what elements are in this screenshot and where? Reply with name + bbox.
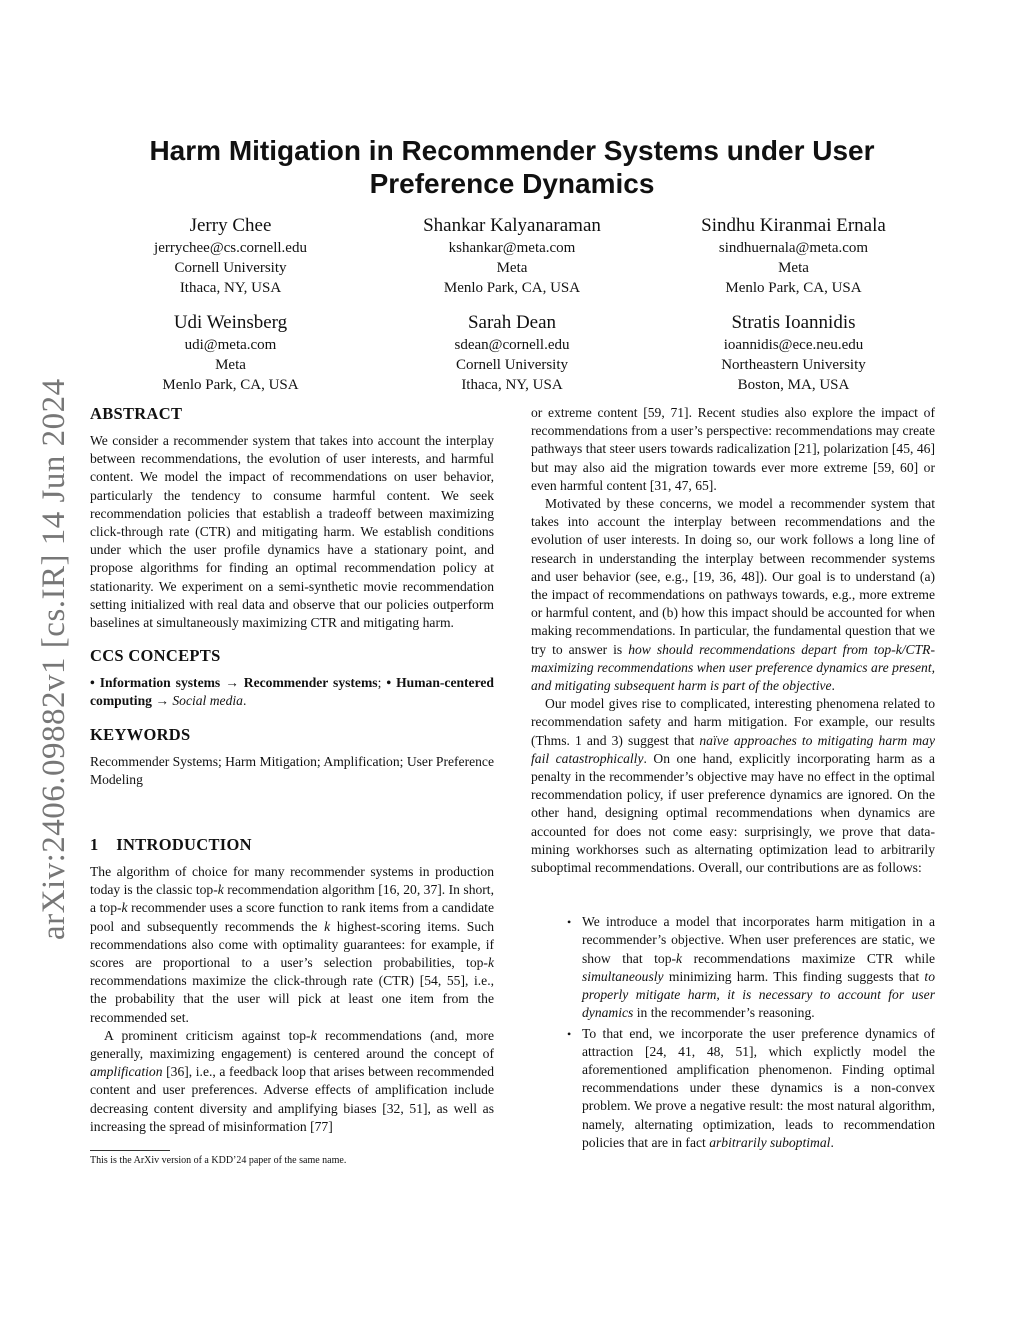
right-paragraph-3	[531, 695, 935, 877]
bullet-icon: •	[567, 1026, 572, 1041]
right-paragraph-2	[531, 495, 935, 695]
text-run: minimizing harm. This finding suggests that	[663, 968, 925, 984]
left-column	[90, 404, 494, 1167]
text-run: [36], i.e., a feedback loop that arises between recommended content and user preferences. Adverse effects of amplification include decreasing content diversity and amplifying biases [32, 51], as well as increasing the spread of misinformation [77]	[90, 1064, 494, 1134]
ccs-item-1b: Recommender systems	[243, 675, 378, 691]
text-run: recommendations maximize CTR while	[682, 950, 935, 966]
emphasis: simultaneously	[582, 968, 664, 984]
ccs-section	[90, 646, 494, 710]
math-k: k	[310, 1027, 317, 1043]
author-location: Ithaca, NY, USA	[179, 280, 282, 296]
author-row-1	[90, 213, 934, 298]
right-paragraph-1: or extreme content [59, 71]. Recent studies also explore the impact of recommendations from a user’s perspective: recommendations may create pathways that steer users towards radicalization [21], polarization [45, 46] but may also aid the migration towards ever more extreme [59, 60] or even harmful content [31, 47, 65].	[531, 405, 935, 493]
intro-paragraph-2	[90, 1027, 494, 1136]
text-run: recommender uses a score function to rank items from a candidate pool and subsequently recommends the	[90, 900, 494, 934]
ccs-item-2b: Social media	[172, 693, 243, 709]
author-affiliation: Meta	[778, 260, 809, 276]
right-column	[531, 404, 935, 1154]
author-affiliation: Northeastern University	[721, 357, 866, 373]
ccs-heading: CCS CONCEPTS	[90, 646, 221, 666]
keywords-text: Recommender Systems; Harm Mitigation; Amplification; User Preference Modeling	[90, 753, 494, 787]
author-name: Jerry Chee	[189, 215, 272, 236]
abstract-text: We consider a recommender system that takes into account the interplay between recommendations, the evolution of user interests, and harmful content. We model the impact of recommendations on user behavior, particularly the tendency to consume harmful content. We seek recommendation policies that establish a tradeoff between maximizing click-through rate (CTR) and mitigating harm. We establish conditions under which the user profile dynamics have a stationary point, and propose algorithms for finding an optimal recommendation policy at stationarity. We experiment on a semi-synthetic movie recommendation setting initialized with real data and observe that our policies outperform baselines at simultaneously maximizing CTR and mitigating harm.	[90, 433, 494, 631]
math-k: k	[487, 955, 494, 971]
text-run: . On one hand, explicitly incorporating harm as a penalty in the recommender’s objective may have no effect in the optimal recommendation policy, if user preference dynamics are ignored. On the other hand, designing optimal recommendations when dynamics are accounted for does not come easy: surprisingly, we prove that data-mining workhorses such as alternating optimization lead to arbitrarily suboptimal recommendations. Overall, our contributions are as follows:	[531, 750, 935, 876]
author-affiliation: Cornell University	[174, 260, 287, 276]
intro-paragraph-1	[90, 863, 494, 1027]
text-run: recommendation algorithm [16, 20, 37]. In short, a top-	[90, 882, 494, 916]
list-item	[531, 1025, 935, 1152]
introduction-heading: 1 INTRODUCTION	[90, 835, 252, 855]
list-item	[531, 913, 935, 1022]
text-run: Motivated by these concerns, we model a recommender system that takes into account the interplay between recommendations and the evolution of user interests. In doing so, our work follows a long line of research in understanding the interplay between recommender systems and user behavior (see, e.g., [19, 36, 48]). Our goal is to understand (a) the impact of recommendations on pathways towards, e.g., more extreme or harmful content, and (b) how this impact should be accounted for when making recommendations. In particular, the fundamental question that we try to answer is	[531, 496, 935, 657]
contributions-list	[531, 913, 935, 1152]
math-k: k	[324, 918, 331, 934]
author-email: udi@meta.com	[184, 337, 277, 353]
math-k: k	[121, 900, 128, 916]
math-k: k	[217, 882, 224, 898]
ccs-item-1: • Information systems	[90, 675, 221, 691]
author-email: jerrychee@cs.cornell.edu	[154, 240, 307, 256]
author-card	[372, 213, 653, 298]
emphasis: arbitrarily suboptimal	[709, 1134, 831, 1150]
author-name: Stratis Ioannidis	[731, 312, 856, 333]
ccs-separator: ;	[377, 675, 387, 691]
author-block	[90, 213, 934, 407]
text-run: To that end, we incorporate the user preference dynamics of attraction [24, 41, 48, 51], which explictly model the aforementioned amplification phenomenon. Finding optimal recommendations under these dynamics is a non-convex problem. We prove a negative result: the most natural algorithm, namely, alternating optimization, leads to recommendation policies that are in fact	[582, 1025, 935, 1150]
emphasis: naïve approaches to mitigating harm may fail catastrophically	[531, 732, 935, 766]
author-name: Sindhu Kiranmai Ernala	[701, 215, 886, 236]
author-name: Sarah Dean	[467, 312, 557, 333]
text-run: A prominent criticism against top-	[104, 1027, 311, 1043]
footnote: This is the ArXiv version of a KDD’24 paper of the same name.	[90, 1155, 347, 1167]
keywords-heading: KEYWORDS	[90, 724, 191, 744]
author-location: Menlo Park, CA, USA	[725, 280, 862, 296]
author-affiliation: Meta	[215, 357, 246, 373]
author-affiliation: Meta	[496, 260, 528, 276]
author-name: Shankar Kalyanaraman	[423, 215, 601, 236]
abstract-section	[90, 404, 494, 632]
abstract-heading: ABSTRACT	[90, 404, 183, 423]
author-email: kshankar@meta.com	[448, 240, 576, 256]
text-run: highest-scoring items. Such recommendations also come with optimality guarantees: for example, if scores are proportional to a user’s selection probabilities, top-	[90, 918, 494, 971]
arrow-icon: →	[225, 675, 239, 691]
author-card	[90, 213, 371, 298]
text-run: in the recommender’s reasoning.	[633, 1005, 815, 1021]
text-run: recommendations (and, more generally, maximizing engagement) is centered around the concept of	[90, 1027, 494, 1062]
author-affiliation: Cornell University	[455, 357, 569, 373]
text-run: recommendations maximize the click-through rate (CTR) [54, 55], i.e., the probability that the user will pick at least one item from the recommended set.	[90, 973, 494, 1025]
ccs-item-2: • Human-centered computing	[90, 675, 494, 709]
author-location: Menlo Park, CA, USA	[162, 377, 299, 393]
math-k: k	[676, 950, 683, 966]
emphasis: to properly mitigate harm, it is necessary to account for user dynamics	[582, 968, 935, 1021]
author-card	[653, 213, 934, 298]
footnote-rule	[90, 1150, 170, 1151]
author-row-2	[90, 310, 934, 395]
ccs-end: .	[242, 693, 247, 709]
ccs-concepts	[90, 674, 494, 710]
introduction-section	[90, 835, 494, 1136]
author-card	[90, 310, 371, 395]
emphasis: how should recommendations depart from top-k/CTR-maximizing recommendations when user preference dynamics are present, and mitigating subsequent harm is part of the objective	[531, 641, 935, 694]
paper-title: Harm Mitigation in Recommender Systems under User Preference Dynamics	[149, 135, 875, 199]
author-name: Udi Weinsberg	[173, 312, 288, 333]
arrow-icon: →	[155, 693, 169, 709]
text-run: Our model gives rise to complicated, interesting phenomena related to recommendation safety and harm mitigation. For example, our results (Thms. 1 and 3) suggest that	[531, 696, 935, 748]
text-run: The algorithm of choice for many recommender systems in production today is the classic top-	[90, 864, 494, 898]
author-email: sdean@cornell.edu	[454, 337, 570, 353]
bullet-icon: •	[567, 915, 572, 930]
author-card	[372, 310, 653, 395]
text-run: .	[830, 1134, 834, 1150]
author-location: Boston, MA, USA	[737, 377, 850, 393]
keywords-section	[90, 725, 494, 789]
author-email: sindhuernala@meta.com	[718, 240, 869, 256]
text-run: We introduce a model that incorporates harm mitigation in a recommender’s objective. When user preferences are static, we show that top-	[582, 914, 935, 966]
author-location: Menlo Park, CA, USA	[443, 280, 581, 296]
author-card	[653, 310, 934, 395]
author-location: Ithaca, NY, USA	[461, 377, 563, 393]
author-email: ioannidis@ece.neu.edu	[723, 337, 864, 353]
text-run: .	[831, 678, 835, 694]
emphasis: amplification	[90, 1064, 163, 1080]
arxiv-identifier: arXiv:2406.09882v1 [cs.IR] 14 Jun 2024	[36, 378, 72, 940]
